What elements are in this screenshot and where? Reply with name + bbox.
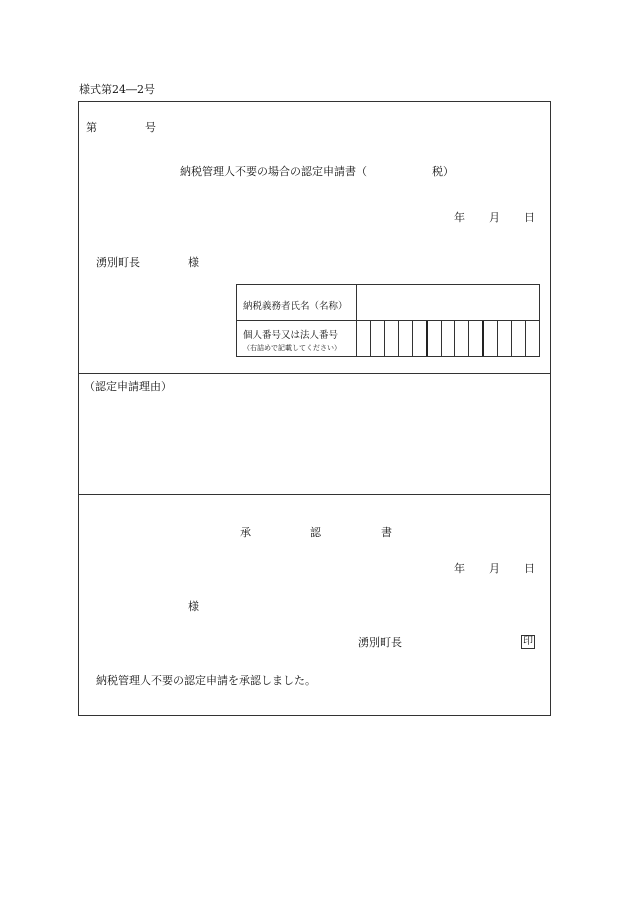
application-number-prefix: 第 bbox=[86, 121, 97, 134]
mynumber-digit-row bbox=[357, 321, 539, 356]
taxpayer-name-label-cell bbox=[237, 285, 357, 321]
mynumber-digit-box[interactable] bbox=[428, 321, 442, 356]
approval-date-year: 年 bbox=[454, 562, 465, 575]
approval-date-day: 日 bbox=[524, 562, 535, 575]
mynumber-label-cell bbox=[237, 321, 357, 356]
mynumber-digit-box[interactable] bbox=[484, 321, 498, 356]
reason-field[interactable] bbox=[84, 398, 544, 488]
mynumber-digit-box[interactable] bbox=[442, 321, 456, 356]
mynumber-digit-box[interactable] bbox=[512, 321, 526, 356]
approval-title-char-2: 認 bbox=[310, 526, 321, 539]
mynumber-digit-box[interactable] bbox=[498, 321, 512, 356]
mynumber-digit-box[interactable] bbox=[455, 321, 469, 356]
approval-statement: 納税管理人不要の認定申請を承認しました。 bbox=[96, 674, 316, 687]
application-title-tax-suffix: 税） bbox=[432, 165, 454, 178]
approval-title-char-1: 承 bbox=[240, 526, 251, 539]
application-date-day: 日 bbox=[524, 211, 535, 224]
application-date-year: 年 bbox=[454, 211, 465, 224]
application-number-suffix: 号 bbox=[145, 121, 156, 134]
section-divider-reason bbox=[78, 494, 551, 495]
reason-label: （認定申請理由） bbox=[84, 380, 172, 393]
mynumber-digit-box[interactable] bbox=[526, 321, 539, 356]
approval-issuer: 湧別町長 bbox=[358, 636, 402, 649]
mynumber-digit-box[interactable] bbox=[385, 321, 399, 356]
mynumber-digit-box[interactable] bbox=[413, 321, 428, 356]
applicant-table bbox=[236, 284, 540, 357]
mynumber-digit-box[interactable] bbox=[469, 321, 484, 356]
addressee-honorific: 様 bbox=[188, 256, 199, 269]
taxpayer-name-label: 納税義務者氏名（名称） bbox=[243, 301, 348, 312]
seal-mark: 印 bbox=[523, 636, 533, 647]
mynumber-digit-box[interactable] bbox=[357, 321, 371, 356]
taxpayer-name-field[interactable] bbox=[357, 285, 539, 320]
mynumber-label: 個人番号又は法人番号 bbox=[243, 330, 339, 341]
section-divider-application bbox=[78, 373, 551, 374]
application-title: 納税管理人不要の場合の認定申請書（ bbox=[180, 165, 367, 178]
form-number: 様式第24―2号 bbox=[79, 83, 155, 96]
approval-date-month: 月 bbox=[489, 562, 500, 575]
mynumber-note: （右詰めで記載してください） bbox=[243, 344, 341, 352]
mynumber-digit-box[interactable] bbox=[399, 321, 413, 356]
mynumber-digit-box[interactable] bbox=[371, 321, 385, 356]
approval-recipient-honorific: 様 bbox=[188, 600, 199, 613]
approval-title-char-3: 書 bbox=[381, 526, 392, 539]
addressee: 湧別町長 bbox=[96, 256, 140, 269]
application-date-month: 月 bbox=[489, 211, 500, 224]
